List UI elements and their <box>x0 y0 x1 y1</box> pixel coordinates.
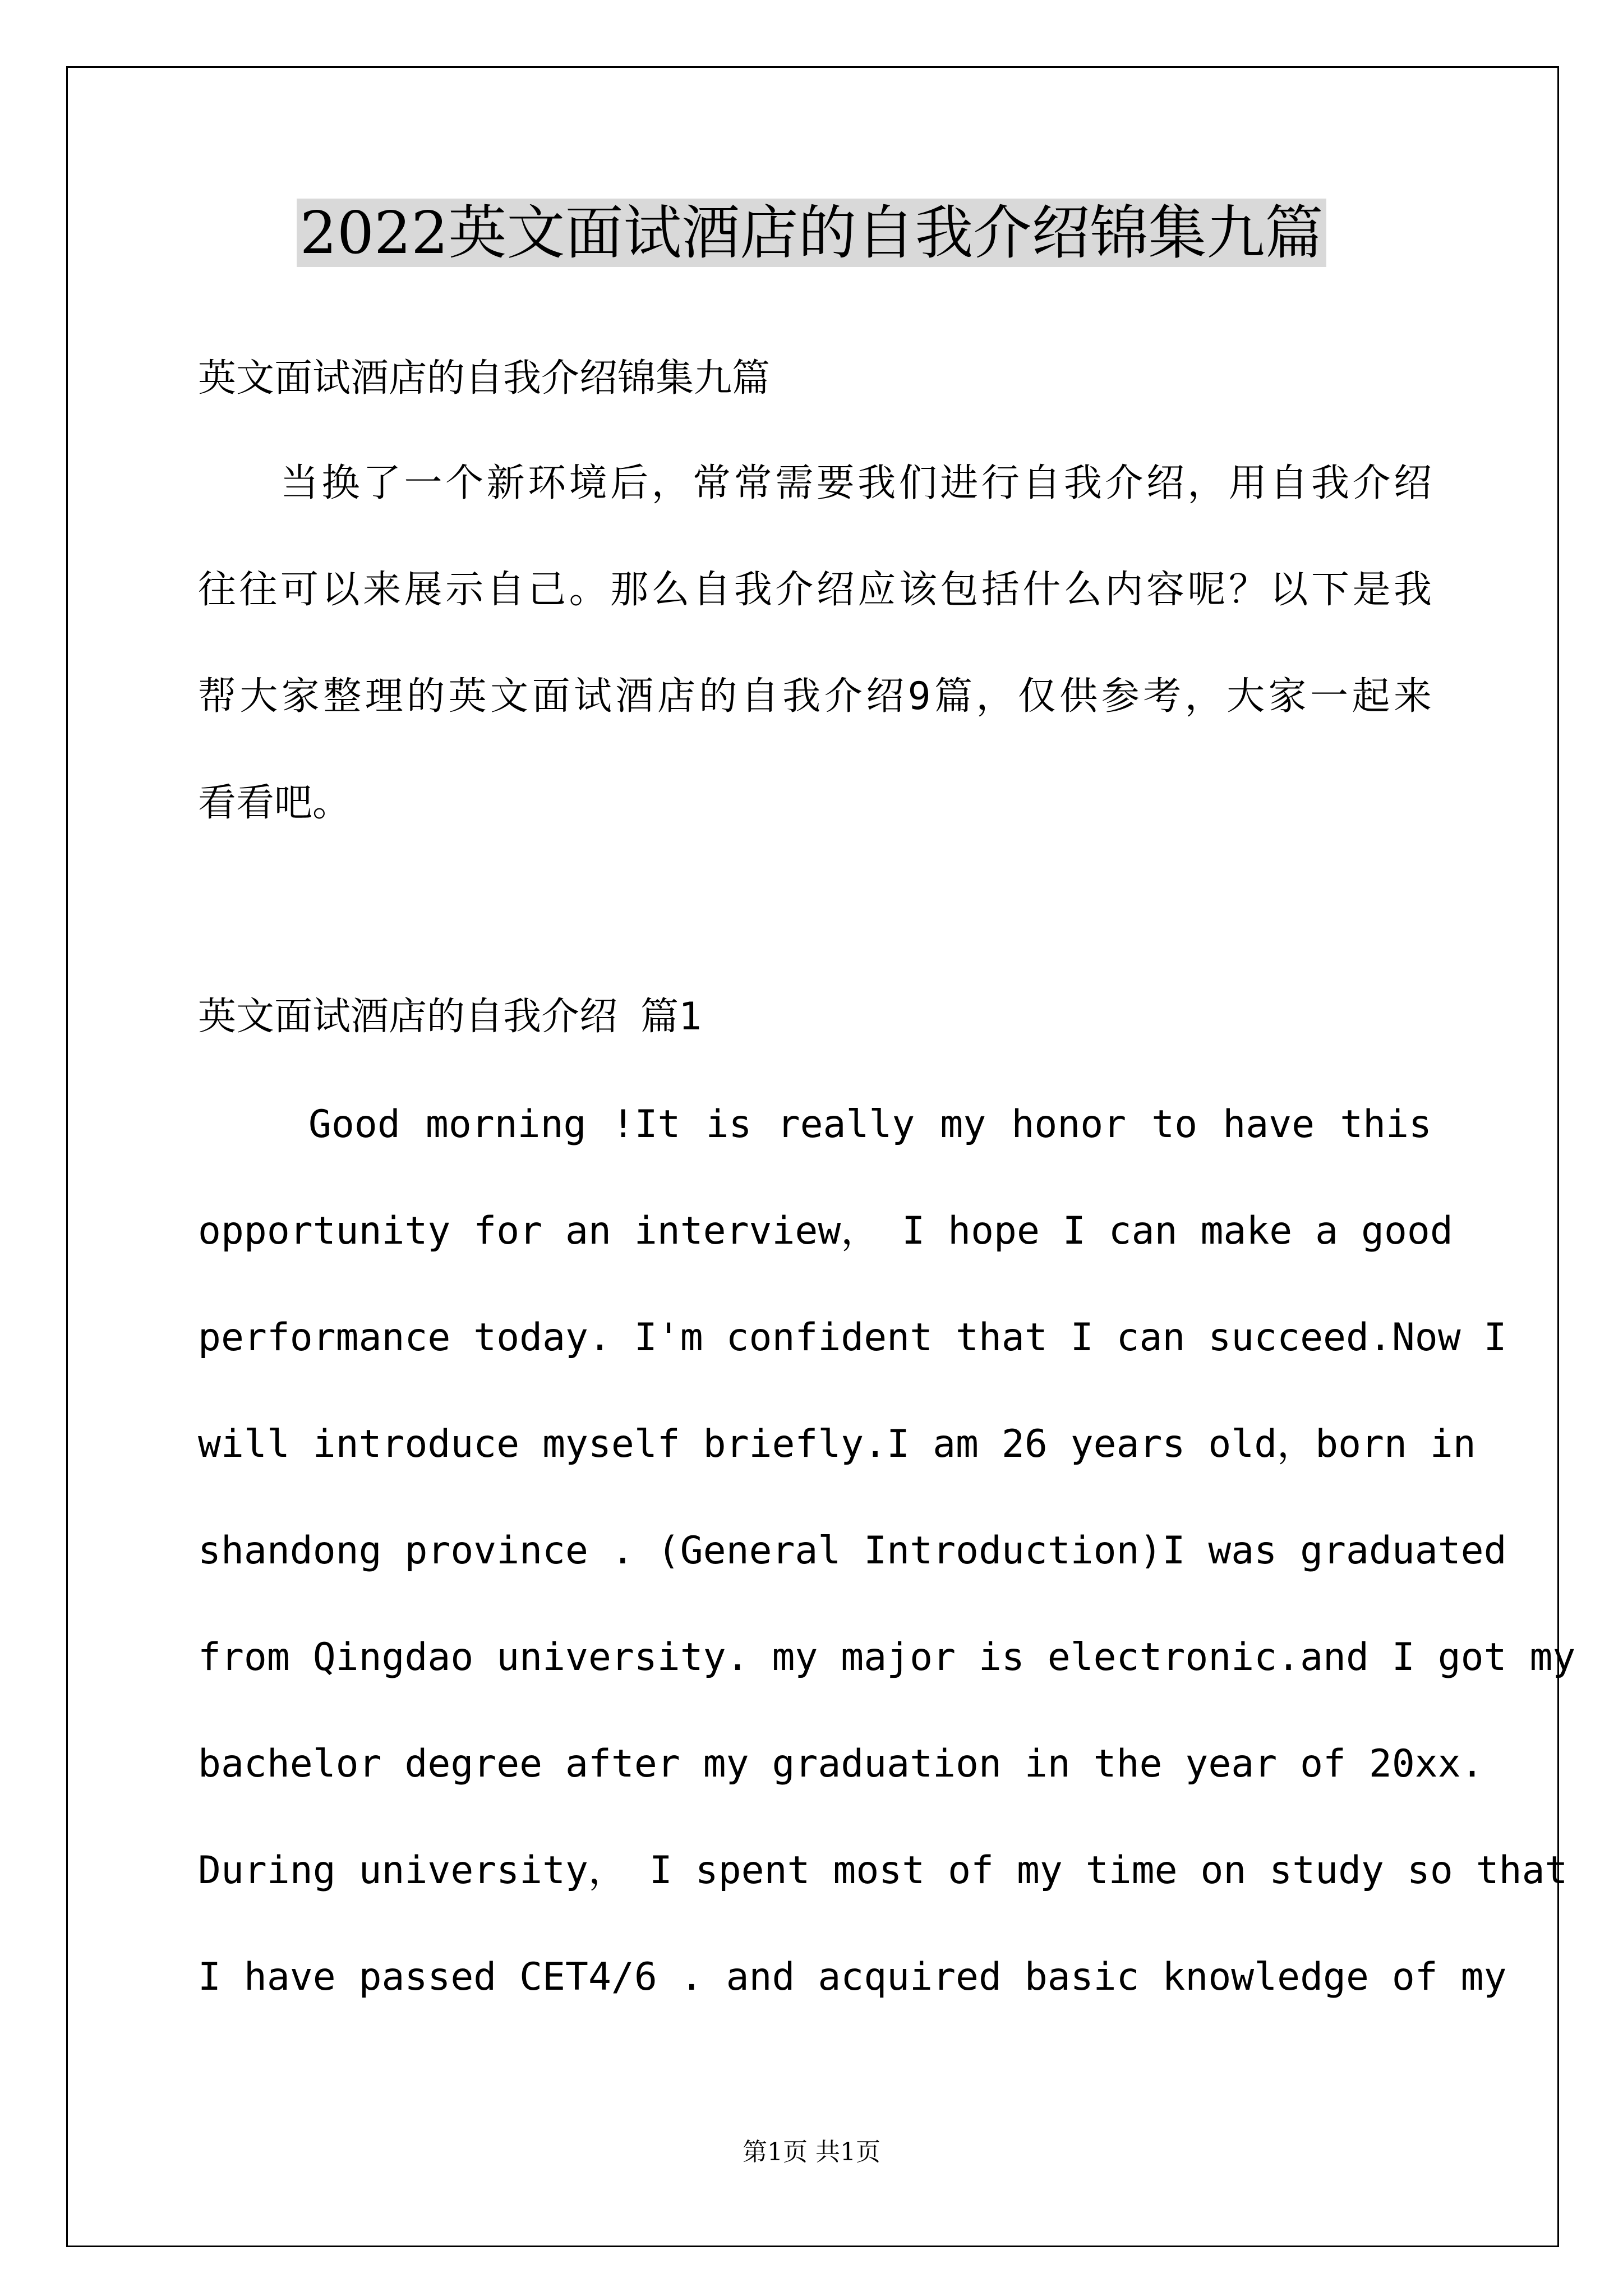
document-subtitle: 英文面试酒店的自我介绍锦集九篇 <box>198 356 771 401</box>
body-line: opportunity for an interview， I hope I can make a good <box>198 1209 1453 1253</box>
body-line: will introduce myself briefly.I am 26 years old，born in <box>198 1422 1476 1466</box>
body-line: I have passed CET4/6 . and acquired basic knowledge of my <box>198 1955 1507 1999</box>
body-line: from Qingdao university. my major is electronic.and I got my <box>198 1635 1576 1680</box>
section-heading: 英文面试酒店的自我介绍 篇1 <box>198 995 702 1039</box>
body-line: Good morning !It is really my honor to have this <box>308 1102 1432 1147</box>
document-title-text: 2022英文面试酒店的自我介绍锦集九篇 <box>297 199 1327 267</box>
body-line: During university， I spent most of my time on study so that <box>198 1848 1568 1893</box>
intro-line: 帮大家整理的英文面试酒店的自我介绍9篇，仅供参考，大家一起来 <box>198 674 1432 719</box>
intro-line: 当换了一个新环境后，常常需要我们进行自我介绍，用自我介绍 <box>280 461 1432 505</box>
body-line: performance today. I'm confident that I can succeed.Now I <box>198 1315 1507 1360</box>
intro-line: 看看吧。 <box>198 781 351 825</box>
body-line: shandong province . (General Introduction)I was graduated <box>198 1529 1507 1573</box>
intro-line: 往往可以来展示自己。那么自我介绍应该包括什么内容呢？以下是我 <box>198 568 1432 612</box>
document-title <box>0 194 1623 272</box>
body-line: bachelor degree after my graduation in the year of 20xx. <box>198 1742 1484 1786</box>
page-footer: 第1页 共1页 <box>743 2138 880 2166</box>
